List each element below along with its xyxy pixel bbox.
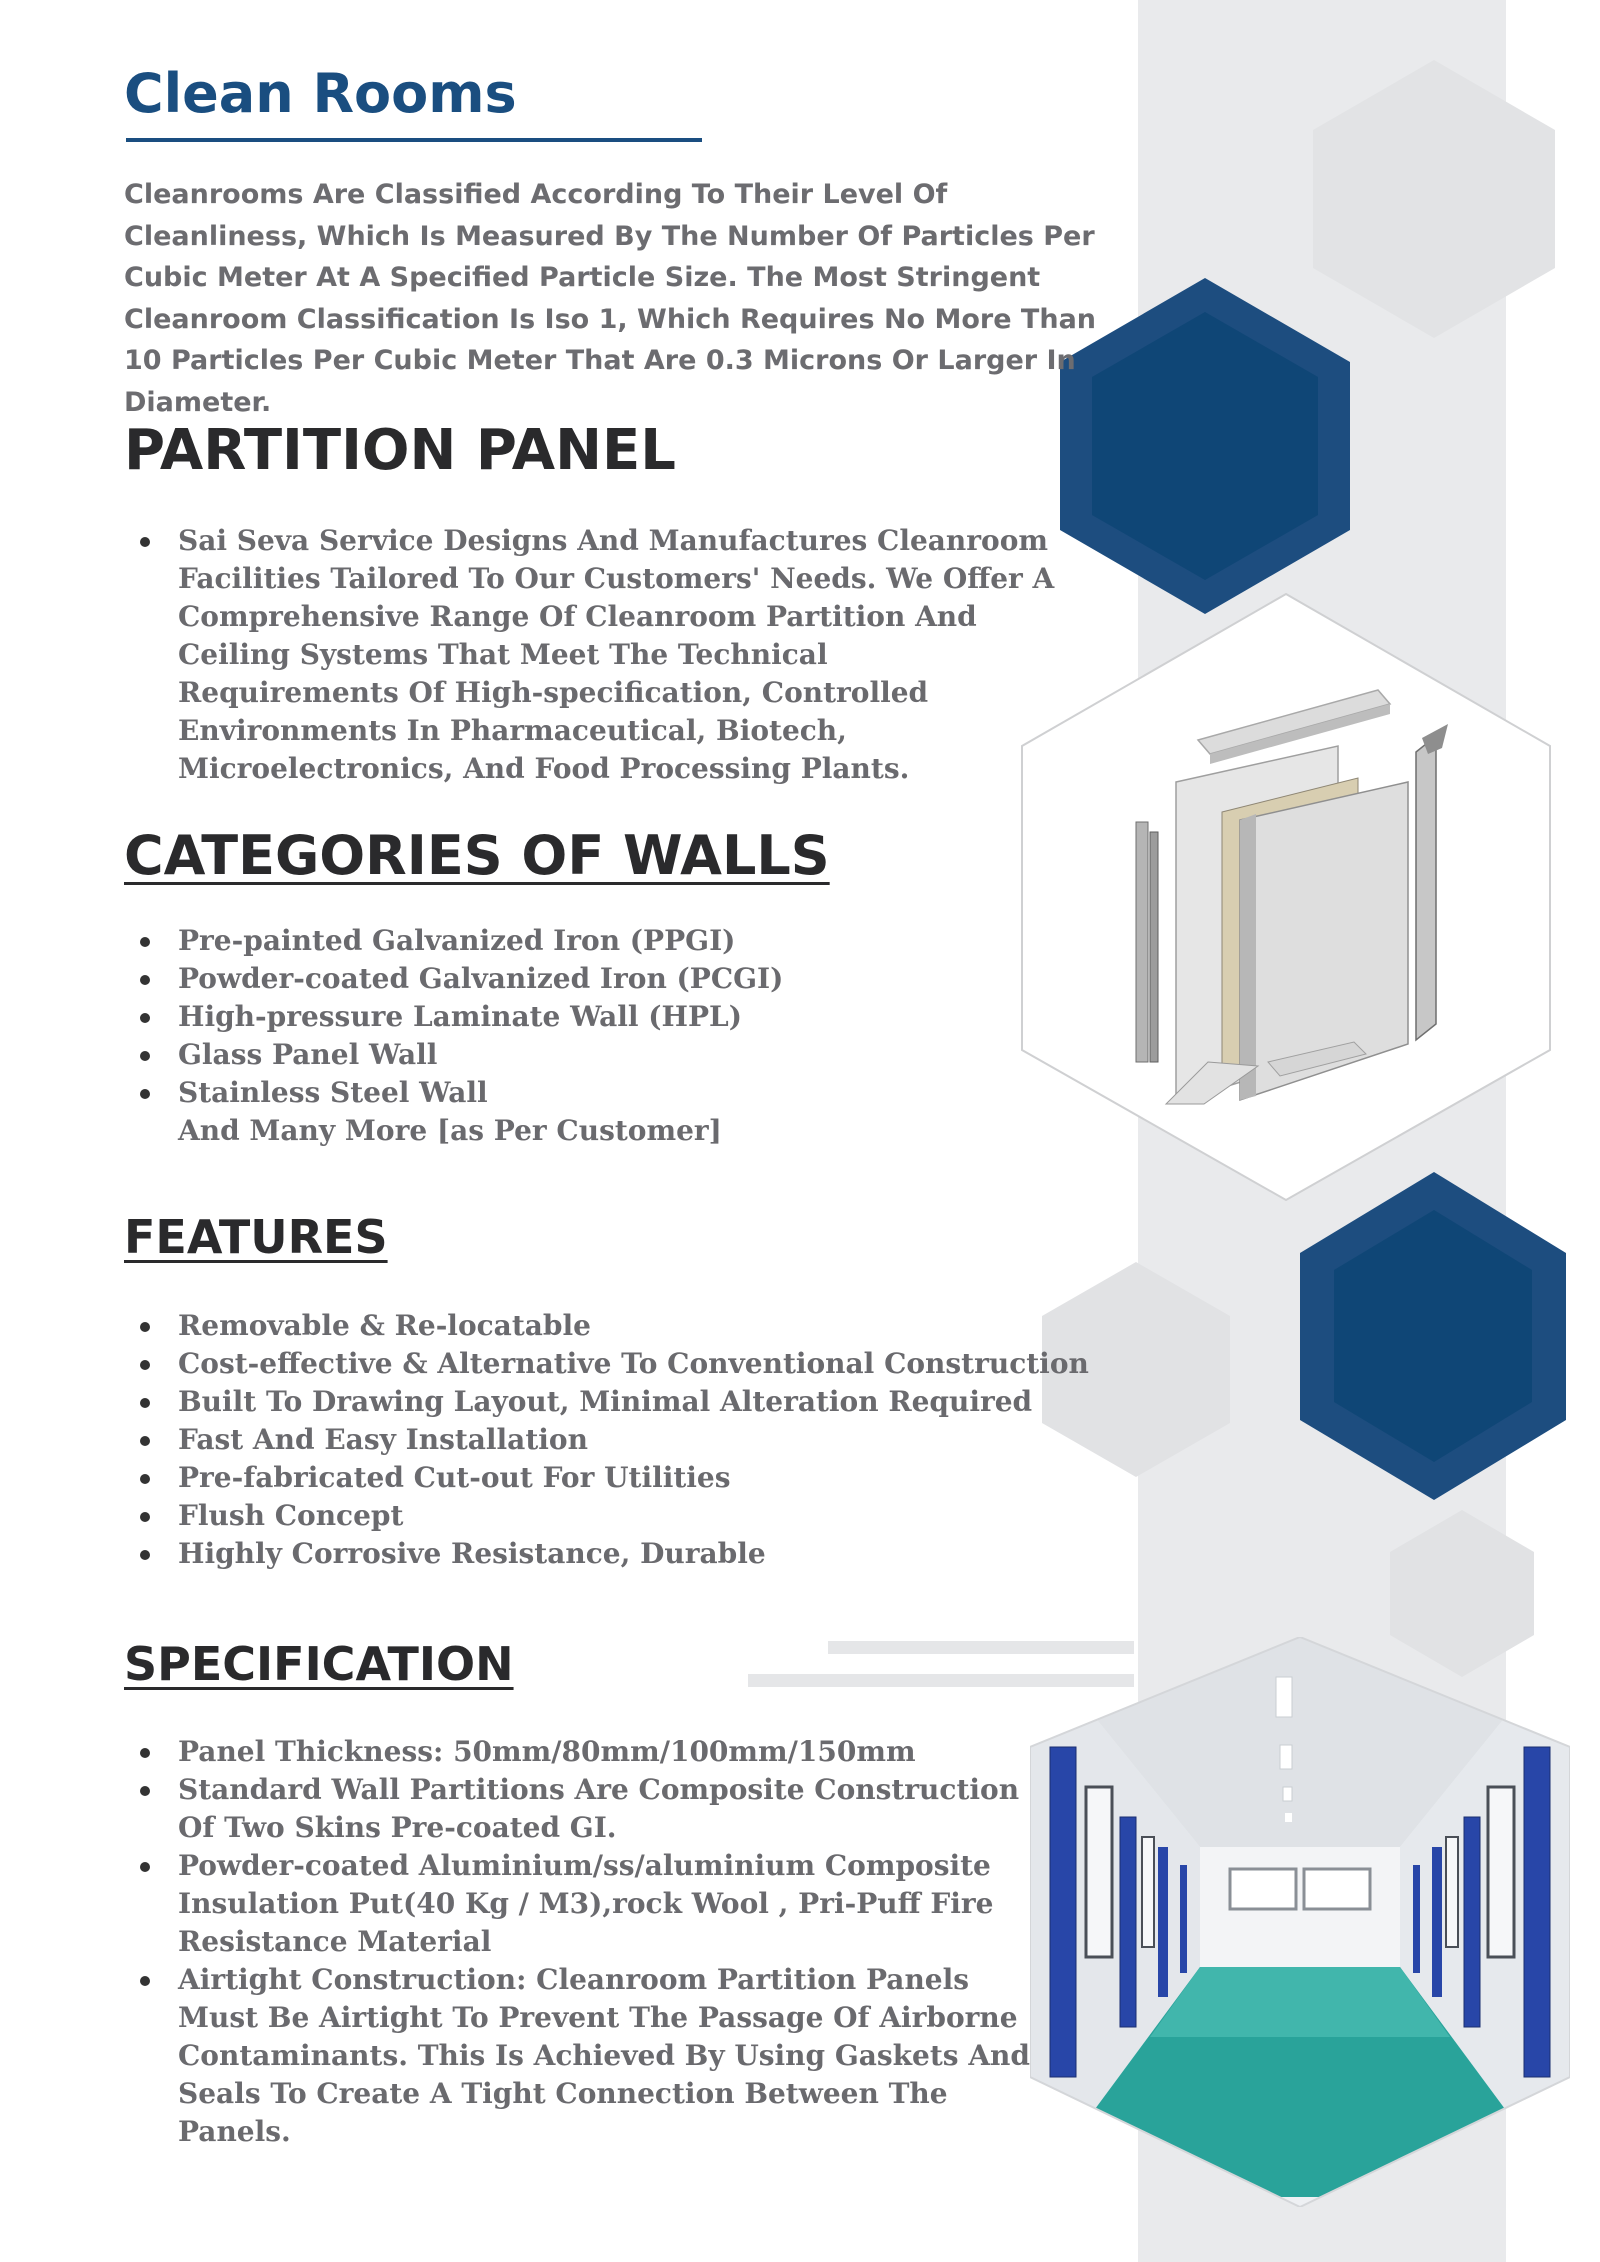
list-item: Panel Thickness: 50mm/80mm/100mm/150mm bbox=[178, 1733, 1038, 1771]
list-item: Flush Concept bbox=[178, 1497, 1098, 1535]
list-item: Fast And Easy Installation bbox=[178, 1421, 1098, 1459]
features-list bbox=[178, 1307, 1098, 1573]
list-item: Highly Corrosive Resistance, Durable bbox=[178, 1535, 1098, 1573]
title-underline bbox=[126, 138, 702, 142]
list-item: Pre-painted Galvanized Iron (PPGI) bbox=[178, 922, 1058, 960]
page-title: Clean Rooms bbox=[124, 62, 517, 125]
list-item: Powder-coated Aluminium/ss/aluminium Composite Insulation Put(40 Kg / M3),rock Wool , Pri-Puff Fire Resistance Material bbox=[178, 1847, 1038, 1961]
specification-heading: SPECIFICATION bbox=[124, 1637, 514, 1691]
features-heading: FEATURES bbox=[124, 1210, 388, 1264]
list-item: Standard Wall Partitions Are Composite Construction Of Two Skins Pre-coated GI. bbox=[178, 1771, 1038, 1847]
list-item: Glass Panel Wall bbox=[178, 1036, 1058, 1074]
list-item: Stainless Steel Wall bbox=[178, 1074, 1058, 1112]
list-item: Powder-coated Galvanized Iron (PCGI) bbox=[178, 960, 1058, 998]
list-item: Pre-fabricated Cut-out For Utilities bbox=[178, 1459, 1098, 1497]
partition-panel-image bbox=[1018, 592, 1554, 1202]
cleanroom-corridor-image bbox=[1030, 1637, 1570, 2207]
categories-of-walls-heading: CATEGORIES OF WALLS bbox=[124, 824, 830, 887]
hexagon-gray-top bbox=[1313, 60, 1555, 338]
walls-list bbox=[178, 922, 1058, 1150]
list-item: Cost-effective & Alternative To Conventional Construction bbox=[178, 1345, 1098, 1383]
list-item: High-pressure Laminate Wall (HPL) bbox=[178, 998, 1058, 1036]
list-item: Removable & Re-locatable bbox=[178, 1307, 1098, 1345]
specification-list bbox=[178, 1733, 1038, 2151]
partition-panel-heading: PARTITION PANEL bbox=[124, 418, 676, 483]
intro-paragraph: Cleanrooms Are Classified According To Their Level Of Cleanliness, Which Is Measured By The Number Of Particles Per Cubic Meter At A Specified Particle Size. The Most Stringent Cleanroom Classification Is Iso 1, Which Requires No More Than 10 Particles Per Cubic Meter That Are 0.3 Microns Or Larger In Diameter. bbox=[124, 179, 1097, 418]
list-item: Built To Drawing Layout, Minimal Alteration Required bbox=[178, 1383, 1098, 1421]
list-item: Sai Seva Service Designs And Manufactures Cleanroom Facilities Tailored To Our Customers' Needs. We Offer A Comprehensive Range Of Cleanroom Partition And Ceiling Systems That Meet The Technical Requirements Of High-specification, Controlled Environments In Pharmaceutical, Biotech, Microelectronics, And Food Processing Plants. bbox=[178, 522, 1058, 788]
walls-note: And Many More [as Per Customer] bbox=[178, 1114, 722, 1147]
partition-panel-list bbox=[178, 522, 1058, 788]
list-item: Airtight Construction: Cleanroom Partition Panels Must Be Airtight To Prevent The Passage Of Airborne Contaminants. This Is Achieved By Using Gaskets And Seals To Create A Tight Connection Between The Panels. bbox=[178, 1961, 1038, 2151]
